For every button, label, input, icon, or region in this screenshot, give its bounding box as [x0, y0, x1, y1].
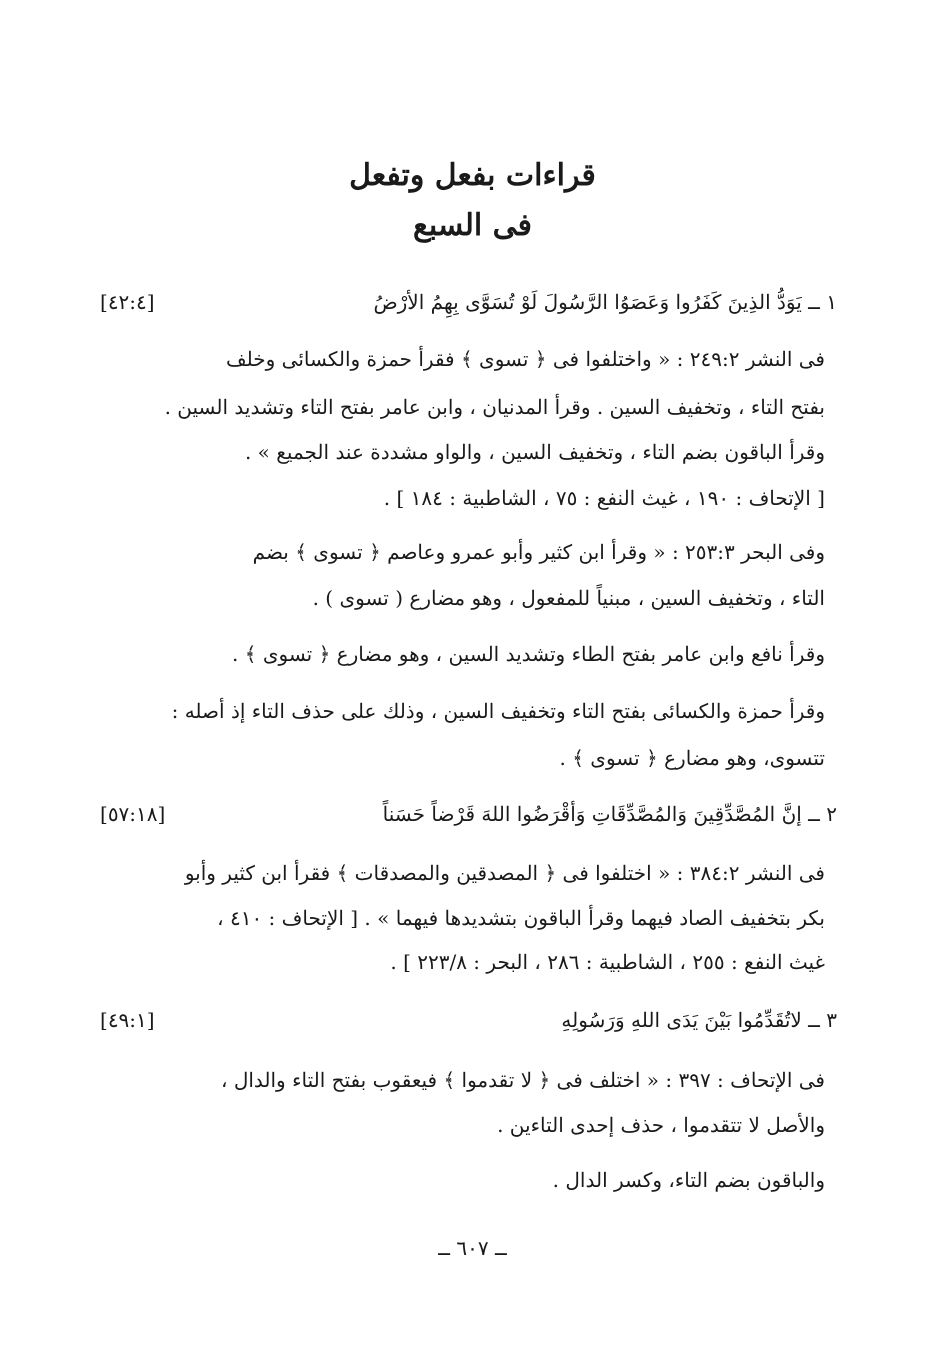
text-line: غيث النفع : ٢٥٥ ، الشاطبية : ٢٨٦ ، البحر : ٢٢٣/٨ ] . — [390, 950, 825, 974]
verse-reference: [٥٧:١٨] — [100, 802, 166, 826]
text-line: وقرأ الباقون بضم التاء ، وتخفيف السين ، والواو مشددة عند الجميع » . — [244, 440, 825, 464]
text-line: والأصل لا تتقدموا ، حذف إحدى التاءين . — [497, 1113, 825, 1137]
verse-line-2 — [100, 798, 837, 830]
verse-line-3 — [100, 1004, 837, 1036]
page-subtitle: فى السبع — [412, 208, 533, 243]
text-line: فى النشر ٢٤٩:٢ : « واختلفوا فى ﴿ تسوى ﴾ فقرأ حمزة والكسائى وخلف — [225, 347, 825, 371]
text-line: والباقون بضم التاء، وكسر الدال . — [552, 1168, 825, 1192]
text-line: وقرأ نافع وابن عامر بفتح الطاء وتشديد السين ، وهو مضارع ﴿ تسوى ﴾ . — [232, 642, 825, 666]
verse-text: ٢ ــ إنَّ المُصَّدِّقِينَ وَالمُصَّدِّقَاتِ وَأقْرَضُوا اللهَ قَرْضاً حَسَناً — [382, 802, 837, 826]
text-line: تتسوى، وهو مضارع ﴿ تسوى ﴾ . — [559, 746, 825, 770]
verse-reference: [٤٩:١] — [100, 1008, 155, 1032]
page-number: ــ ٦٠٧ ــ — [438, 1236, 507, 1260]
text-line: التاء ، وتخفيف السين ، مبنياً للمفعول ، وهو مضارع ( تسوى ) . — [312, 586, 825, 610]
text-line: وفى البحر ٢٥٣:٣ : « وقرأ ابن كثير وأبو عمرو وعاصم ﴿ تسوى ﴾ بضم — [252, 540, 825, 564]
text-line: [ الإتحاف : ١٩٠ ، غيث النفع : ٧٥ ، الشاطبية : ١٨٤ ] . — [383, 486, 825, 510]
verse-reference: [٤٢:٤] — [100, 290, 155, 314]
text-line: فى النشر ٣٨٤:٢ : « اختلفوا فى ﴿ المصدقين والمصدقات ﴾ فقرأ ابن كثير وأبو — [184, 861, 825, 885]
text-line: بكر بتخفيف الصاد فيهما وقرأ الباقون بتشديدها فيهما » . [ الإتحاف : ٤١٠ ، — [217, 906, 825, 930]
verse-text: ٣ ــ لاتُقَدِّمُوا بَيْنَ يَدَى اللهِ وَرَسُولِهِ — [561, 1008, 837, 1032]
verse-text: ١ ــ يَوَدُّ الذِينَ كَفَرُوا وَعَصَوُا الرَّسُولَ لَوْ تُسَوَّى بِهِمُ الأرْضُ — [373, 290, 837, 314]
text-line: فى الإتحاف : ٣٩٧ : « اختلف فى ﴿ لا تقدموا ﴾ فيعقوب بفتح التاء والدال ، — [221, 1068, 825, 1092]
verse-line-1 — [100, 286, 837, 318]
page-title: قراءات بفعل وتفعل — [349, 158, 596, 193]
text-line: بفتح التاء ، وتخفيف السين . وقرأ المدنيان ، وابن عامر بفتح التاء وتشديد السين . — [164, 395, 825, 419]
text-line: وقرأ حمزة والكسائى بفتح التاء وتخفيف السين ، وذلك على حذف التاء إذ أصله : — [171, 699, 825, 723]
